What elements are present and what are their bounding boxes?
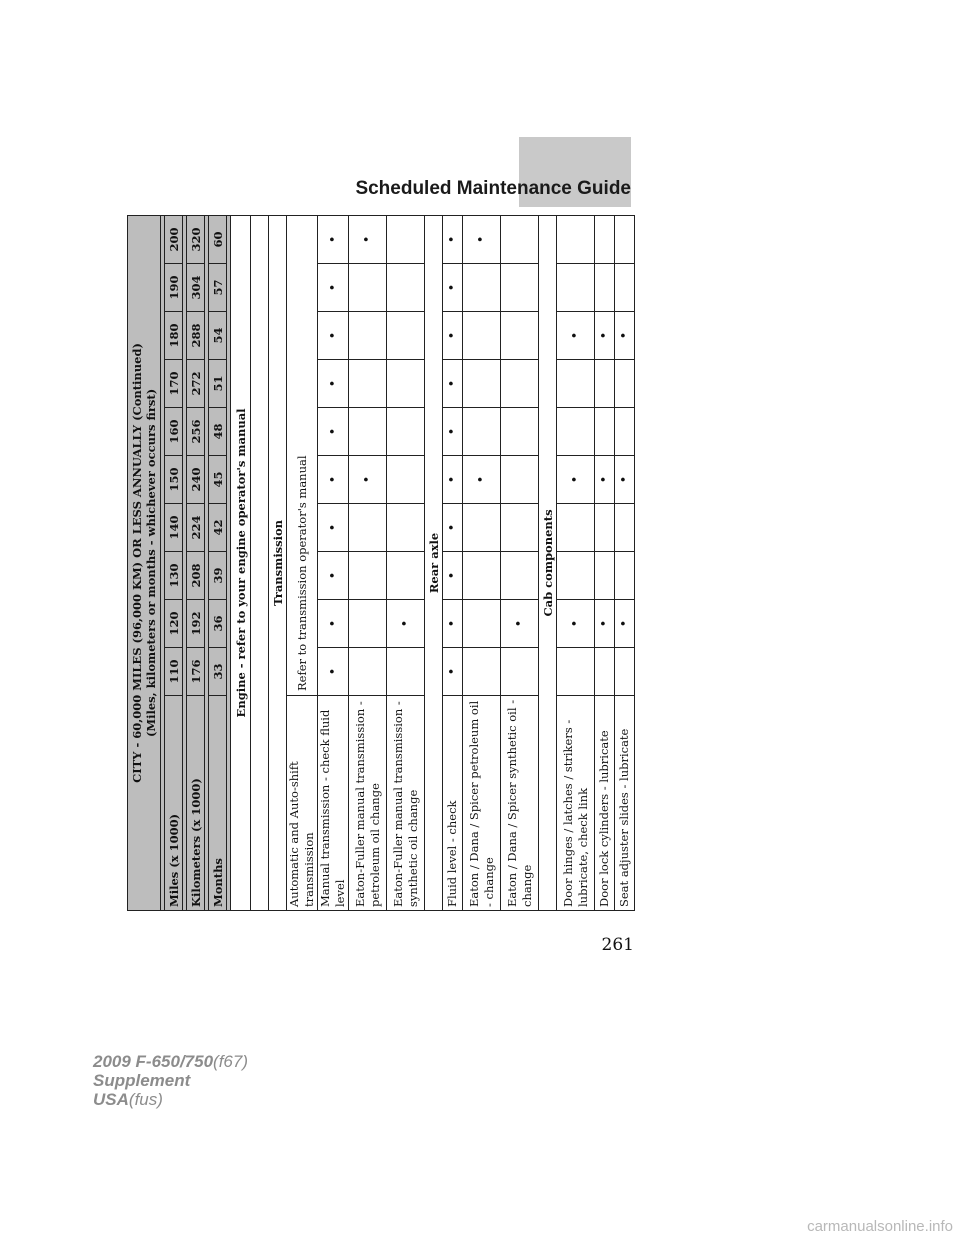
months-label: Months <box>209 696 227 911</box>
service-mark <box>463 552 501 600</box>
maintenance-table-frame <box>127 216 632 911</box>
service-mark: • <box>318 312 349 360</box>
maintenance-schedule-table <box>127 215 635 911</box>
service-mark <box>557 504 595 552</box>
footer-model: 2009 F-650/750 <box>93 1052 214 1071</box>
service-mark: • <box>443 360 463 408</box>
kilometers-value: 256 <box>187 408 205 456</box>
item-label: Manual transmission - check fluid level <box>318 696 349 911</box>
service-mark <box>501 456 539 504</box>
service-mark <box>349 600 387 648</box>
footer-model-code: (f67) <box>213 1052 249 1071</box>
watermark: carmanualsonline.info <box>807 1218 953 1235</box>
blank-cell <box>251 215 269 910</box>
service-mark: • <box>318 552 349 600</box>
service-mark <box>387 552 425 600</box>
service-mark: • <box>557 312 595 360</box>
table-row <box>349 215 387 910</box>
service-mark <box>463 600 501 648</box>
months-value: 54 <box>209 312 227 360</box>
section-heading-row <box>425 215 443 910</box>
service-mark <box>501 408 539 456</box>
months-value: 48 <box>209 408 227 456</box>
service-mark <box>463 360 501 408</box>
service-mark: • <box>443 600 463 648</box>
service-mark: • <box>349 215 387 263</box>
service-mark: • <box>443 648 463 696</box>
service-mark <box>387 360 425 408</box>
service-mark <box>387 504 425 552</box>
maintenance-table-rotated <box>127 216 632 911</box>
miles-value: 180 <box>165 312 183 360</box>
service-mark: • <box>595 600 615 648</box>
service-mark <box>595 552 615 600</box>
item-label: Door hinges / latches / strikers - lubricate, check link <box>557 696 595 911</box>
service-mark <box>387 456 425 504</box>
service-mark <box>615 264 635 312</box>
footer-region: USA <box>93 1090 129 1109</box>
engine-heading-row <box>231 215 251 910</box>
service-mark <box>557 264 595 312</box>
service-mark <box>463 504 501 552</box>
service-mark <box>349 648 387 696</box>
service-mark <box>387 648 425 696</box>
service-mark <box>387 215 425 263</box>
months-value: 36 <box>209 600 227 648</box>
months-value: 33 <box>209 648 227 696</box>
footer-line1 <box>93 1052 248 1071</box>
kilometers-value: 288 <box>187 312 205 360</box>
service-mark <box>595 360 615 408</box>
service-mark: • <box>318 648 349 696</box>
service-mark <box>595 648 615 696</box>
table-row <box>463 215 501 910</box>
footer <box>93 1052 248 1109</box>
kilometers-label: Kilometers (x 1000) <box>187 696 205 911</box>
service-mark: • <box>318 600 349 648</box>
miles-value: 200 <box>165 215 183 263</box>
kilometers-value: 176 <box>187 648 205 696</box>
service-mark: • <box>318 360 349 408</box>
service-mark: • <box>443 312 463 360</box>
page-number: 261 <box>601 935 634 955</box>
service-mark <box>349 552 387 600</box>
months-value: 57 <box>209 264 227 312</box>
page-header-title: Scheduled Maintenance Guide <box>355 178 631 199</box>
service-mark <box>501 648 539 696</box>
service-mark <box>349 264 387 312</box>
section-heading: Cab components <box>539 215 557 910</box>
table-row <box>615 215 635 910</box>
service-mark: • <box>463 456 501 504</box>
item-label: Eaton-Fuller manual transmission - petroleum oil change <box>349 696 387 911</box>
service-mark <box>557 360 595 408</box>
table-row <box>387 215 425 910</box>
miles-value: 190 <box>165 264 183 312</box>
service-mark: • <box>318 408 349 456</box>
item-label: Eaton / Dana / Spicer synthetic oil - change <box>501 696 539 911</box>
miles-value: 110 <box>165 648 183 696</box>
service-mark: • <box>318 215 349 263</box>
service-mark: • <box>615 456 635 504</box>
miles-value: 140 <box>165 504 183 552</box>
service-mark: • <box>387 600 425 648</box>
months-row <box>209 215 227 910</box>
kilometers-value: 320 <box>187 215 205 263</box>
section-heading-row <box>539 215 557 910</box>
kilometers-value: 240 <box>187 456 205 504</box>
table-row <box>318 215 349 910</box>
service-mark <box>463 312 501 360</box>
service-mark <box>557 552 595 600</box>
table-title-line2: (Miles, kilometers or months - whichever occurs first) <box>144 388 158 738</box>
blank-row <box>251 215 269 910</box>
item-label: Eaton / Dana / Spicer petroleum oil - change <box>463 696 501 911</box>
service-mark: • <box>349 456 387 504</box>
service-mark <box>463 408 501 456</box>
service-mark <box>349 408 387 456</box>
service-mark <box>387 408 425 456</box>
service-mark: • <box>595 456 615 504</box>
table-title-line1: CITY - 60,000 MILES (96,000 KM) OR LESS ANNUALLY (Continued) <box>130 343 144 783</box>
table-row <box>557 215 595 910</box>
table-title-row <box>128 215 161 910</box>
kilometers-value: 208 <box>187 552 205 600</box>
service-mark <box>501 504 539 552</box>
miles-value: 160 <box>165 408 183 456</box>
service-mark <box>557 408 595 456</box>
service-mark: • <box>615 600 635 648</box>
service-mark <box>595 408 615 456</box>
service-mark: • <box>318 456 349 504</box>
service-mark <box>615 552 635 600</box>
table-row <box>287 215 318 910</box>
table-row <box>443 215 463 910</box>
table-row <box>595 215 615 910</box>
service-mark: • <box>443 456 463 504</box>
service-mark: • <box>443 504 463 552</box>
service-mark: • <box>615 312 635 360</box>
service-mark: • <box>443 552 463 600</box>
kilometers-value: 272 <box>187 360 205 408</box>
miles-row <box>165 215 183 910</box>
item-label: Automatic and Auto-shift transmission <box>287 696 318 911</box>
service-mark <box>501 312 539 360</box>
item-note: Refer to transmission operator's manual <box>287 215 318 695</box>
service-mark <box>463 648 501 696</box>
service-mark: • <box>318 264 349 312</box>
service-mark: • <box>557 600 595 648</box>
service-mark <box>463 264 501 312</box>
service-mark <box>387 312 425 360</box>
service-mark <box>557 648 595 696</box>
kilometers-value: 224 <box>187 504 205 552</box>
service-mark <box>615 504 635 552</box>
miles-value: 120 <box>165 600 183 648</box>
section-heading: Rear axle <box>425 215 443 910</box>
item-label: Eaton-Fuller manual transmission - synthetic oil change <box>387 696 425 911</box>
table-row <box>501 215 539 910</box>
service-mark: • <box>595 312 615 360</box>
service-mark: • <box>318 504 349 552</box>
kilometers-row <box>187 215 205 910</box>
miles-value: 170 <box>165 360 183 408</box>
months-value: 60 <box>209 215 227 263</box>
section-heading-row <box>269 215 287 910</box>
service-mark <box>501 264 539 312</box>
months-value: 51 <box>209 360 227 408</box>
kilometers-value: 304 <box>187 264 205 312</box>
service-mark <box>349 504 387 552</box>
service-mark: • <box>501 600 539 648</box>
service-mark: • <box>463 215 501 263</box>
service-mark <box>557 215 595 263</box>
months-value: 39 <box>209 552 227 600</box>
table-title <box>128 215 161 910</box>
kilometers-value: 192 <box>187 600 205 648</box>
item-label: Fluid level - check <box>443 696 463 911</box>
service-mark <box>501 215 539 263</box>
months-value: 42 <box>209 504 227 552</box>
service-mark <box>387 264 425 312</box>
service-mark <box>349 312 387 360</box>
miles-label: Miles (x 1000) <box>165 696 183 911</box>
service-mark <box>595 264 615 312</box>
service-mark <box>615 408 635 456</box>
service-mark <box>595 504 615 552</box>
service-mark <box>501 552 539 600</box>
service-mark <box>349 360 387 408</box>
engine-heading: Engine - refer to your engine operator's manual <box>231 215 251 910</box>
service-mark <box>615 215 635 263</box>
service-mark <box>501 360 539 408</box>
service-mark: • <box>443 408 463 456</box>
service-mark: • <box>557 456 595 504</box>
service-mark <box>595 215 615 263</box>
footer-line3 <box>93 1090 248 1109</box>
service-mark <box>615 648 635 696</box>
item-label: Seat adjuster slides - lubricate <box>615 696 635 911</box>
footer-region-code: (fus) <box>128 1090 163 1109</box>
footer-line2: Supplement <box>93 1071 191 1090</box>
service-mark <box>615 360 635 408</box>
service-mark: • <box>443 264 463 312</box>
section-heading: Transmission <box>269 215 287 910</box>
item-label: Door lock cylinders - lubricate <box>595 696 615 911</box>
months-value: 45 <box>209 456 227 504</box>
miles-value: 130 <box>165 552 183 600</box>
miles-value: 150 <box>165 456 183 504</box>
service-mark: • <box>443 215 463 263</box>
